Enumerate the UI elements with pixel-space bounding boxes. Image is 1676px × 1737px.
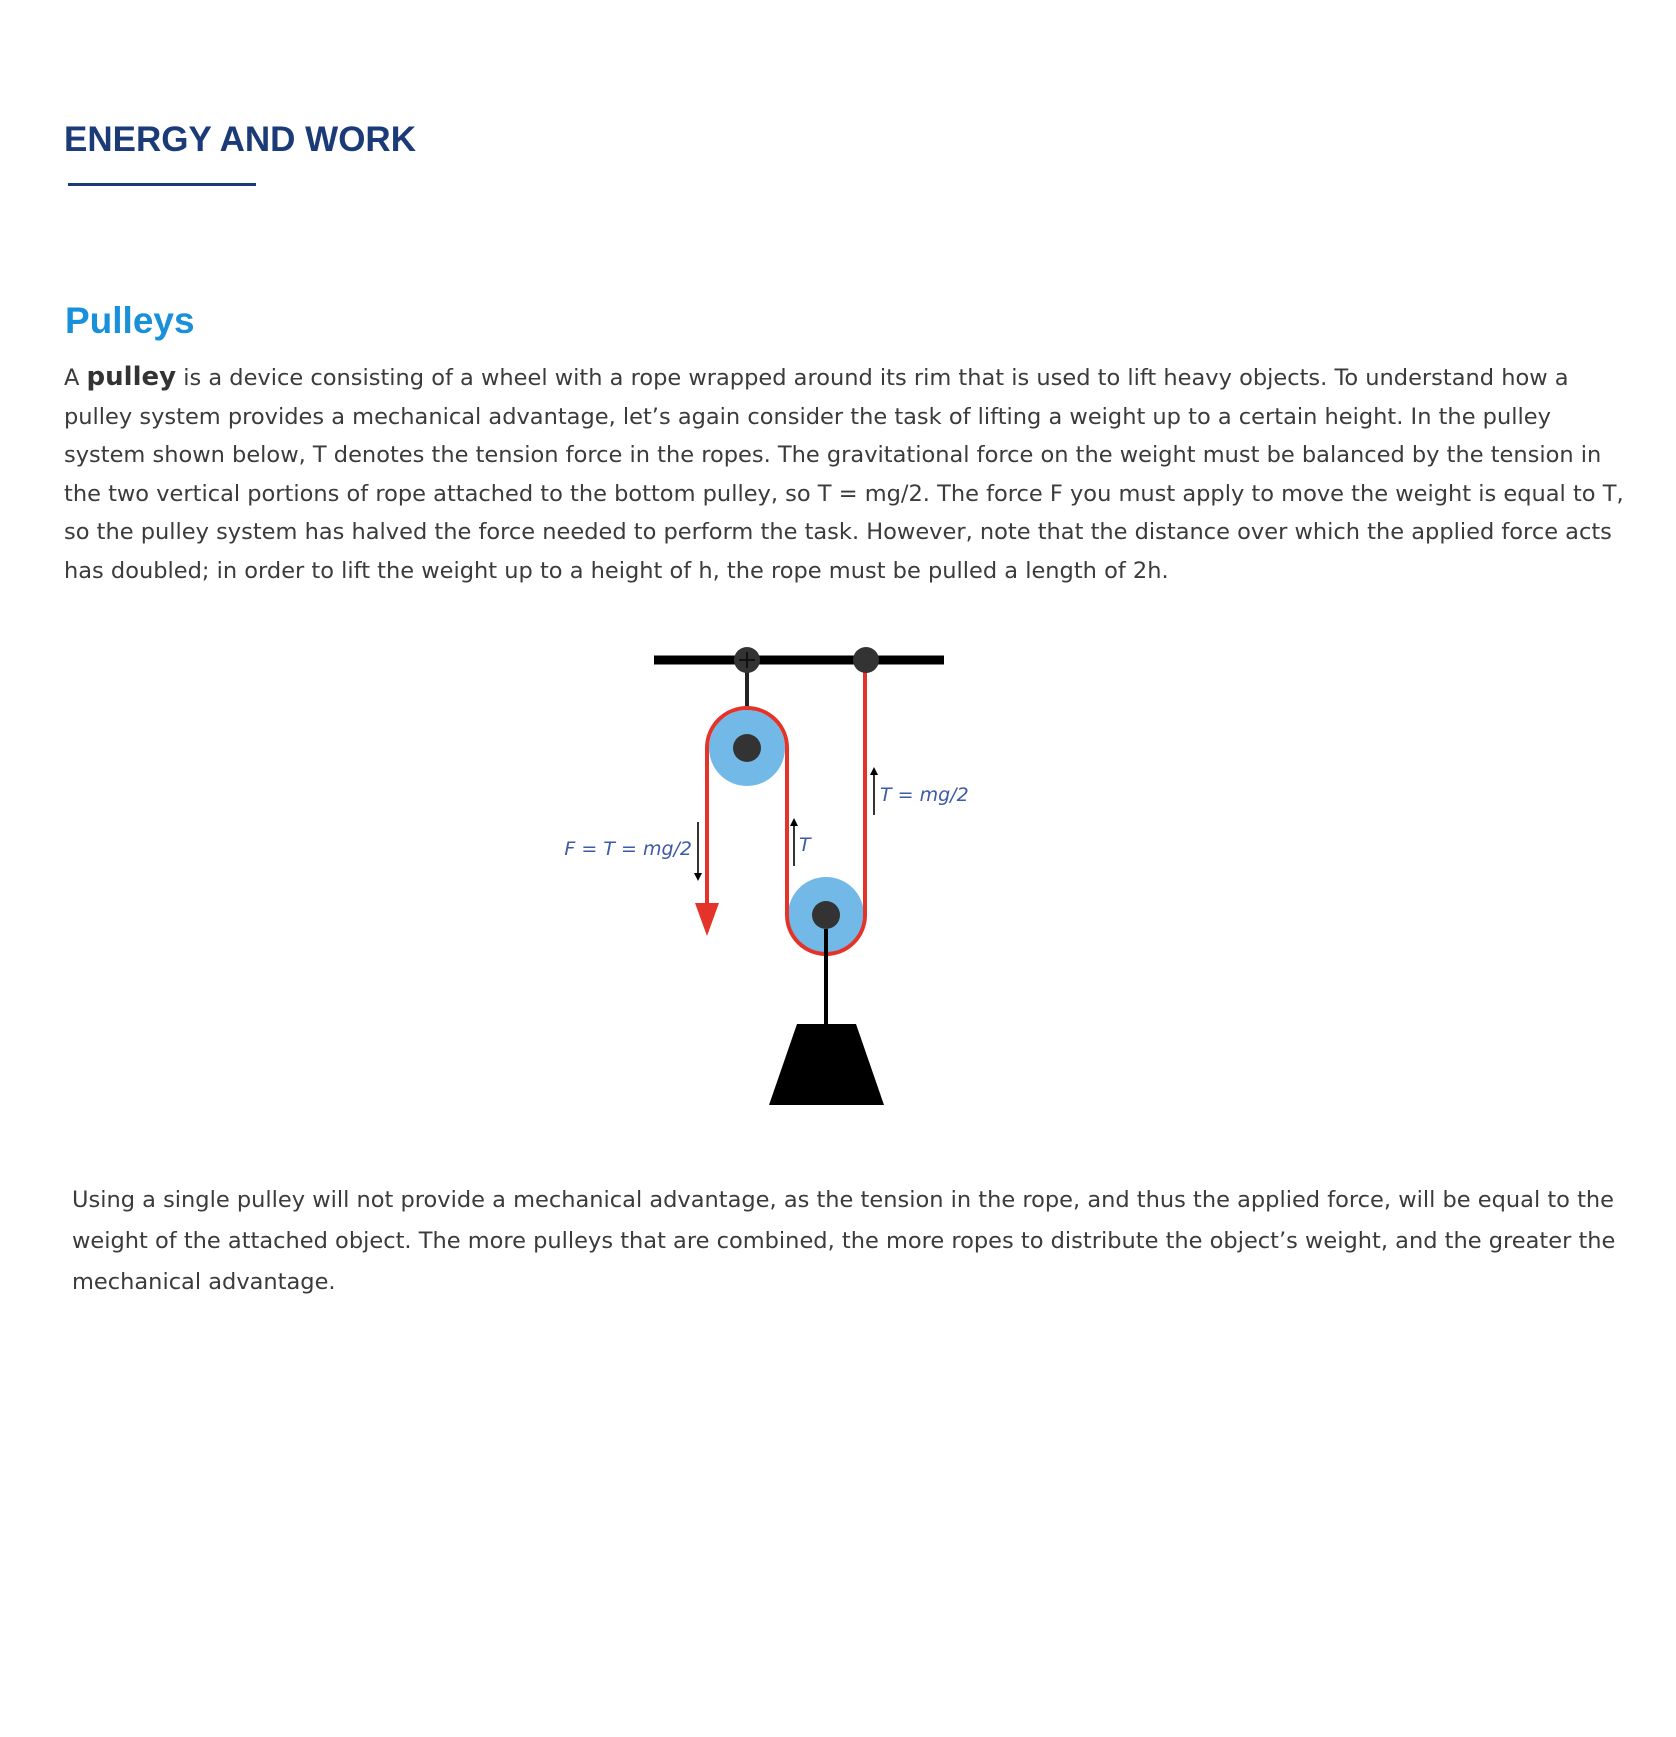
chapter-title: ENERGY AND WORK xyxy=(64,120,416,159)
term-pulley: pulley xyxy=(86,362,177,392)
bottom-pulley-hub xyxy=(812,901,840,929)
section-title: Pulleys xyxy=(65,300,195,341)
label-tension-right: T = mg/2 xyxy=(880,784,969,806)
rope-anchor-pivot xyxy=(853,647,879,673)
applied-force-arrowhead xyxy=(695,903,719,936)
paragraph-lead: A xyxy=(64,365,87,391)
top-pulley-hub xyxy=(733,734,761,762)
weight-block xyxy=(769,1024,884,1105)
label-tension-middle: T xyxy=(799,834,811,856)
label-applied-force: F = T = mg/2 xyxy=(564,838,692,860)
paragraph-body: is a device consisting of a wheel with a rope wrapped around its rim that is used to lift heavy objects. To understand how a pulley system provides a mechanical advantage, let’s again consider the task of lifting a weight up to a certain height. In the pulley system shown below, T denotes the tension force in the ropes. The gravitational force on the weight must be balanced by the tension in the two vertical portions of rope attached to the bottom pulley, so T = mg/2. The force F you must apply to move the weight is equal to T, so the pulley system has halved the force needed to perform the task. However, note that the distance over which the applied force acts has doubled; in order to lift the weight up to a height of h, the rope must be pulled a length of 2h. xyxy=(64,365,1624,584)
paragraph-single-pulley: Using a single pulley will not provide a mechanical advantage, as the tension in the rope, and thus the applied force, will be equal to the weight of the attached object. The more pulleys that are combined, the more ropes to distribute the object’s weight, and the greater the mechanical advantage. xyxy=(72,1187,1616,1295)
